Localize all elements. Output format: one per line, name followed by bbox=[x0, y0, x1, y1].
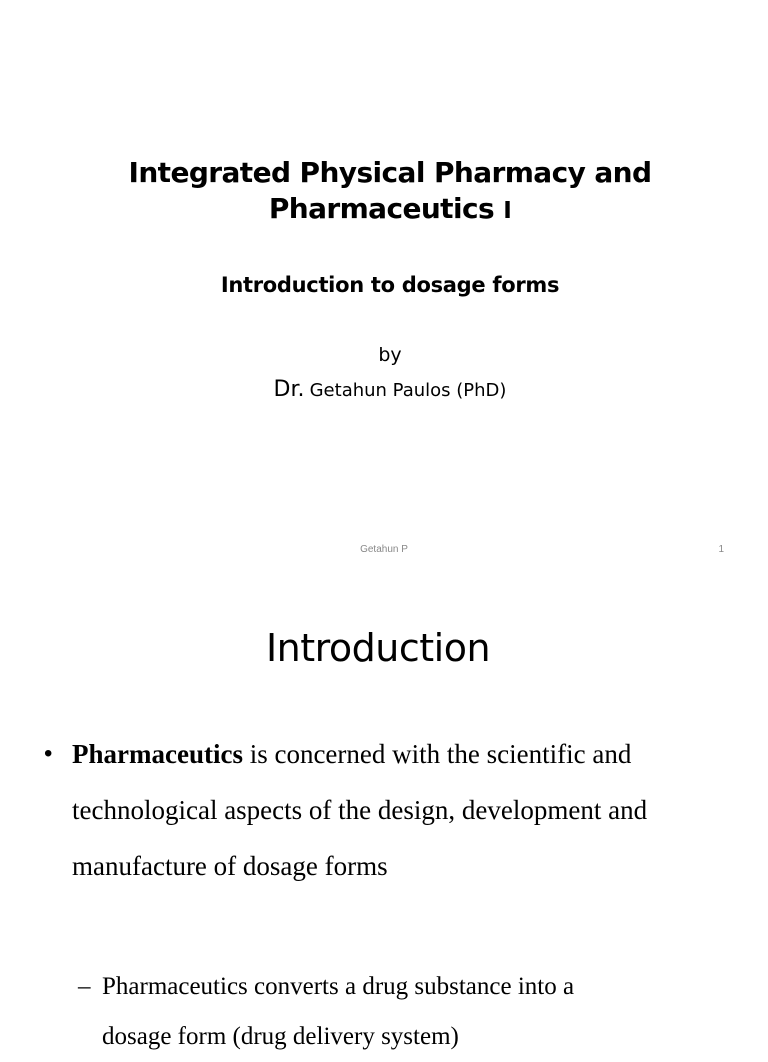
author-name: Getahun Paulos (PhD) bbox=[309, 380, 507, 401]
by-label: by bbox=[378, 344, 402, 366]
slide-number: 1 bbox=[718, 544, 724, 555]
title-main: Integrated Physical Pharmacy and Pharmaceutics bbox=[128, 156, 652, 225]
bullet-rest-text: is concerned with the scientific and technological aspects of the design, development and manufacture of dosage forms bbox=[72, 739, 648, 881]
slide-subtitle: Introduction to dosage forms bbox=[220, 273, 560, 297]
slide-footer: Getahun P bbox=[360, 544, 408, 555]
sub-bullet-line-2: dosage form (drug delivery system) bbox=[102, 1023, 459, 1050]
bullet-dot-icon: • bbox=[44, 740, 53, 767]
author-prefix: Dr. bbox=[273, 377, 305, 402]
author-line bbox=[84, 377, 696, 402]
sub-bullet-text-1: Pharmaceutics converts a drug substance into a bbox=[102, 973, 575, 1000]
bullet-bold-term: Pharmaceutics bbox=[72, 739, 243, 769]
sub-bullet-item bbox=[78, 962, 758, 1062]
slide-title bbox=[84, 155, 696, 229]
sub-bullet-line-1 bbox=[78, 962, 758, 1012]
dash-icon: – bbox=[78, 973, 91, 1000]
bullet-text bbox=[72, 726, 744, 894]
slide-2 bbox=[0, 576, 768, 1050]
bullet-item bbox=[44, 726, 744, 894]
title-roman-numeral: I bbox=[503, 198, 512, 224]
slide-2-title: Introduction bbox=[265, 626, 491, 670]
